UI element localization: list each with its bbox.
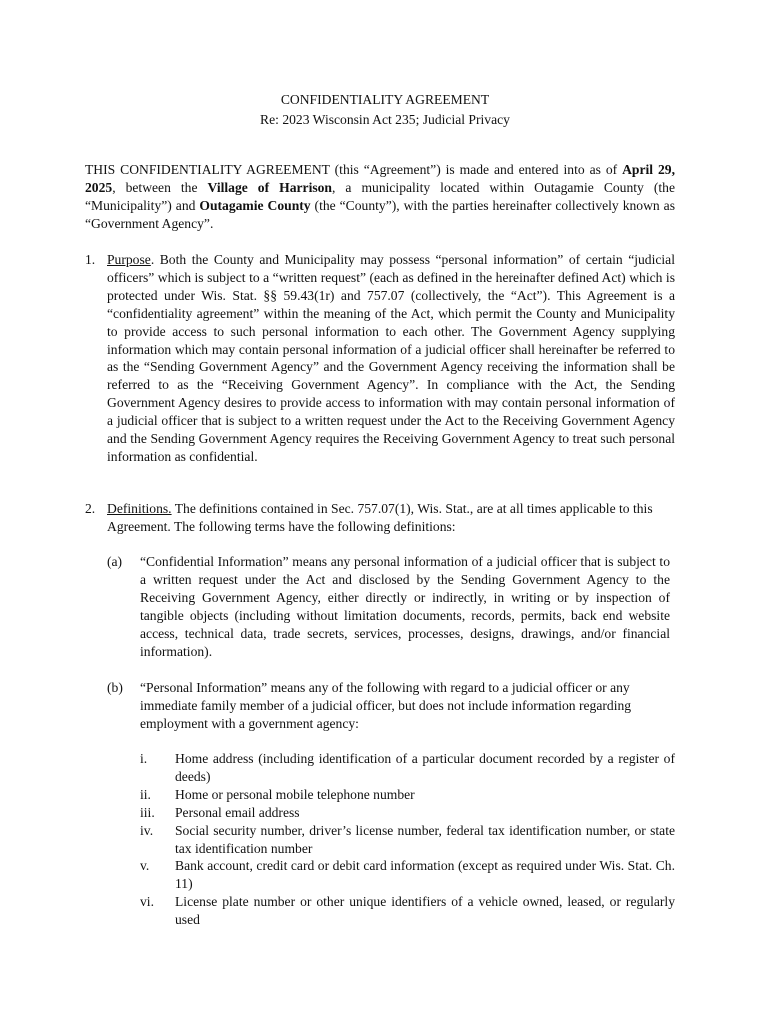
intro-paragraph — [85, 161, 675, 233]
section-2-number: 2. — [85, 501, 96, 516]
intro-text-3: , a municipality located within Outagamie County (the “Municipality”) and — [85, 179, 675, 213]
list-item-text: Personal email address — [175, 805, 300, 820]
list-item-number: ii. — [140, 787, 151, 802]
document-subtitle: Re: 2023 Wisconsin Act 235; Judicial Privacy — [260, 112, 510, 127]
list-item-number: vi. — [140, 894, 154, 909]
section-1-number: 1. — [85, 252, 96, 267]
list-item-text: Social security number, driver’s license number, federal tax identification number, or state tax identification number — [175, 823, 675, 856]
county-name: Outagamie County — [199, 197, 311, 213]
section-2-heading: Definitions. — [107, 501, 172, 516]
list-item-number: i. — [140, 751, 148, 766]
subsection-b-text: “Personal Information” means any of the following with regard to a judicial officer or any immediate family member of a judicial officer, but does not include information regarding employment with a government agency: — [140, 680, 632, 731]
list-item-number: v. — [140, 858, 150, 873]
intro-text-1: THIS CONFIDENTIALITY AGREEMENT (this “Agreement”) is made and entered into as of — [85, 162, 623, 177]
list-item-text: Home address (including identification of a particular document recorded by a register of deeds) — [175, 751, 675, 784]
intro-text-4: (the “County”), with the parties hereinafter collectively known as “Government Agency”. — [85, 197, 675, 231]
intro-text-2: , between the — [112, 179, 208, 195]
list-item-number: iv. — [140, 823, 154, 838]
document-title: CONFIDENTIALITY AGREEMENT — [280, 92, 490, 107]
subsection-b-label: (b) — [107, 680, 123, 695]
agreement-date: April 29, 2025 — [85, 162, 675, 195]
section-2-text: The definitions contained in Sec. 757.07(1), Wis. Stat., are at all times applicable to this Agreement. The following terms have the following definitions: — [107, 501, 653, 534]
section-1-text: . Both the County and Municipality may possess “personal information” of certain “judicial officers” which is subject to a “written request” (each as defined in the hereinafter defined Act) which is protected under Wis. Stat. §§ 59.43(1r) and 757.07 (collectively, the “Act”). This Agreement is a “confidentiality agreement” within the meaning of the Act, which permit the County and Municipality to provide access to such personal information to each other. The Government Agency supplying information which may contain personal information of a judicial officer shall hereinafter be referred to as the “Sending Government Agency” and the Government Agency receiving the information shall be referred to as the “Receiving Government Agency”. In compliance with the Act, the Sending Government Agency desires to provide access to information with may contain personal information of a judicial officer that is subject to a written request under the Act to the Receiving Government Agency and the Sending Government Agency requires the Receiving Government Agency to treat such personal information as confidential. — [107, 252, 675, 464]
section-2-paragraph — [107, 500, 675, 536]
section-1-paragraph — [107, 251, 675, 466]
subsection-a-text: “Confidential Information” means any personal information of a judicial officer that is subject to a written request under the Act and disclosed by the Sending Government Agency to the Receiving Government Agency, either directly or indirectly, in writing or by inspection of tangible objects (including without limitation documents, records, permits, back end website access, technical data, trade secrets, services, processes, designs, drawings, and/or financial information). — [140, 554, 670, 659]
list-item-number: iii. — [140, 805, 155, 820]
section-1-heading: Purpose — [107, 252, 151, 267]
list-item-text: License plate number or other unique identifiers of a vehicle owned, leased, or regularly used — [175, 894, 675, 927]
subsection-a-label: (a) — [107, 554, 123, 569]
village-name: Village of Harrison — [207, 179, 332, 195]
list-item-text: Bank account, credit card or debit card information (except as required under Wis. Stat. Ch. 11) — [175, 858, 675, 891]
list-item-text: Home or personal mobile telephone number — [175, 787, 415, 802]
